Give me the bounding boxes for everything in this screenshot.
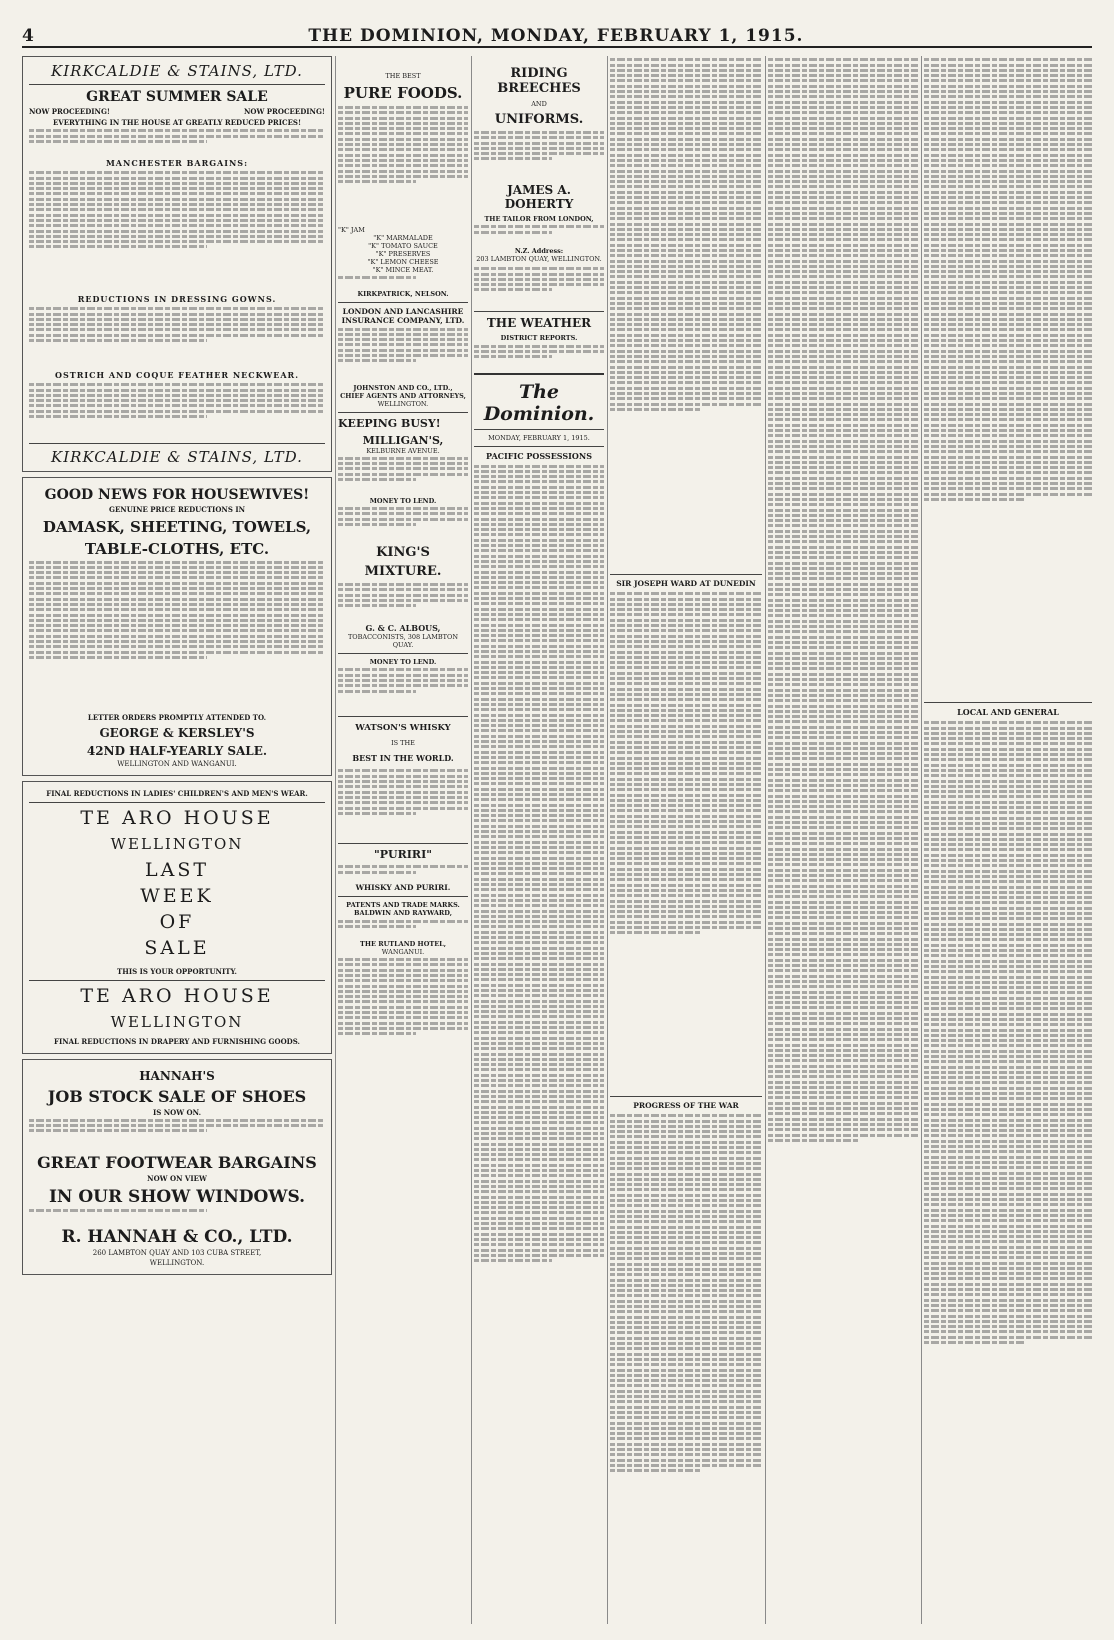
london-lancashire-1: LONDON AND LANCASHIRE [342,307,464,317]
nz-address-label: N.Z. Address: [514,247,564,256]
k-jam: "K" JAM [338,226,365,234]
footwear-bargains-heading: GREAT FOOTWEAR BARGAINS [37,1152,317,1172]
hannah-address: 260 LAMBTON QUAY AND 103 CUBA STREET, [92,1249,262,1258]
article-body-text [338,865,468,883]
damask-line-1: DAMASK, SHEETING, TOWELS, [42,518,312,537]
te-aro-house-name-2: TE ARO HOUSE [80,984,274,1007]
ad-body-text [29,1119,325,1149]
show-windows-heading: IN OUR SHOW WINDOWS. [48,1186,306,1207]
column-6 [924,56,1092,1624]
is-now-on: IS NOW ON. [152,1107,202,1117]
article-body-text [768,58,918,1618]
wellington-wanganui: WELLINGTON AND WANGANUI. [117,759,237,768]
article-body-text [338,328,468,384]
article-body-text [338,583,468,623]
district-reports: DISTRICT REPORTS. [500,334,578,343]
te-aro-city: WELLINGTON [110,834,244,853]
dressing-gowns-heading: REDUCTIONS IN DRESSING GOWNS. [77,294,277,305]
money-to-lend-1: MONEY TO LEND. [369,496,437,505]
article-body-text [474,345,604,369]
te-aro-house-ad [22,781,332,1054]
and-word: AND [531,100,547,108]
the-best-label: THE BEST [385,72,421,80]
kirkpatrick-nelson: KIRKPATRICK, NELSON. [357,290,449,299]
article-body-text [924,58,1092,698]
kings-heading: KING'S [376,545,430,561]
sale-word: SALE [144,936,210,959]
k-tomato-sauce: "K" TOMATO SAUCE [368,242,438,250]
article-body-text [610,1114,762,1624]
job-stock-heading: JOB STOCK SALE OF SHOES [47,1086,307,1106]
pure-foods-heading: PURE FOODS. [343,84,463,102]
dominion-nameplate: The Dominion. [483,380,595,425]
article-body-text [338,106,468,226]
albous-name: G. & C. ALBOUS, [365,623,441,634]
of-word: OF [159,910,195,933]
everything-reduced: EVERYTHING IN THE HOUSE AT GREATLY REDUCED PRICES! [52,118,302,127]
ad-body-text [29,171,325,291]
article-body-text [474,267,604,307]
george-kersley-name: GEORGE & KERSLEY'S [99,725,255,740]
tailor-from-london: THE TAILOR FROM LONDON, [484,215,594,223]
k-preserves: "K" PRESERVES [375,250,431,258]
sir-joseph-ward-heading: SIR JOSEPH WARD AT DUNEDIN [616,579,756,589]
article-body-text [338,507,468,541]
mixture-heading: MIXTURE. [364,564,442,580]
column-4 [610,56,762,1624]
article-body-text [610,592,762,1092]
article-body-text [474,225,604,247]
article-body-text [338,958,468,1078]
housewives-heading: GOOD NEWS FOR HOUSEWIVES! [44,487,310,504]
final-reductions-ladies: FINAL REDUCTIONS IN LADIES' CHILDREN'S AND MEN'S WEAR. [46,788,308,798]
puriri-heading: "PURIRI" [374,848,432,862]
ad-body-text [29,561,325,711]
riding-breeches-heading: RIDING BREECHES [497,66,581,96]
final-reductions-drapery: FINAL REDUCTIONS IN DRAPERY AND FURNISHING GOODS. [53,1036,300,1046]
hannah-ad [22,1059,332,1276]
last-word: LAST [144,858,210,881]
k-mince-meat: "K" MINCE MEAT. [372,266,434,274]
article-body-text [610,58,762,570]
kirkcaldie-ad [22,56,332,472]
column-2 [338,56,468,1624]
chief-agents: CHIEF AGENTS AND ATTORNEYS, [340,391,466,400]
ostrich-heading: OSTRICH AND COQUE FEATHER NECKWEAR. [55,370,299,381]
weather-heading: THE WEATHER [486,316,592,331]
london-lancashire-2: INSURANCE COMPANY, LTD. [341,316,465,326]
page-number: 4 [22,26,34,46]
ad-body-text [29,1209,325,1223]
article-body-text [338,769,468,839]
article-body-text [338,920,468,940]
article-body-text [338,668,468,712]
hannah-city: WELLINGTON. [149,1259,205,1268]
patents-heading: PATENTS AND TRADE MARKS. [346,901,460,910]
letter-orders: LETTER ORDERS PROMPTLY ATTENDED TO. [87,712,267,722]
johnston-co: JOHNSTON AND CO., LTD., [353,383,453,392]
now-on-view: NOW ON VIEW [147,1173,207,1183]
k-lemon-cheese: "K" LEMON CHEESE [367,258,439,266]
manchester-heading: MANCHESTER BARGAINS: [105,158,249,169]
money-to-lend-2: MONEY TO LEND. [369,658,437,667]
milligans-name: MILLIGAN'S, [362,433,444,447]
week-word: WEEK [140,884,214,907]
k-marmalade: "K" MARMALADE [373,234,433,242]
kirkcaldie-heading-top: KIRKCALDIE & STAINS, LTD. [51,62,303,80]
now-proceeding-right: NOW PROCEEDING! [243,107,325,116]
baldwin-rayward: BALDWIN AND RAYWARD, [354,909,452,918]
george-kersley-ad [22,477,332,775]
article-body-text [924,721,1092,1621]
genuine-reductions: GENUINE PRICE REDUCTIONS IN [108,505,245,515]
half-yearly-sale: 42ND HALF-YEARLY SALE. [86,743,268,758]
column-3 [474,56,604,1624]
whisky-puriri: WHISKY AND PURIRI. [355,883,451,893]
keeping-busy-heading: KEEPING BUSY! [338,416,441,430]
johnston-city: WELLINGTON. [377,399,429,408]
ad-body-text [29,307,325,367]
masthead [22,22,1092,48]
local-general-heading: LOCAL AND GENERAL [957,707,1059,718]
hannah-company-name: R. HANNAH & CO., LTD. [61,1227,293,1248]
progress-of-war-heading: PROGRESS OF THE WAR [633,1101,739,1111]
watsons-whisky: WATSON'S WHISKY [355,723,451,734]
kelburne-avenue: KELBURNE AVENUE. [366,446,440,455]
hannahs-name: HANNAH'S [139,1068,215,1083]
ad-body-text [29,383,325,439]
best-in-world: BEST IN THE WORLD. [352,753,454,764]
uniforms-heading: UNIFORMS. [494,112,584,127]
summer-sale-heading: GREAT SUMMER SALE [86,89,268,105]
article-body-text [474,465,604,1615]
pacific-possessions-heading: PACIFIC POSSESSIONS [486,450,592,461]
rutland-hotel: THE RUTLAND HOTEL, [360,939,446,948]
now-proceeding-left: NOW PROCEEDING! [29,107,111,116]
te-aro-house-name: TE ARO HOUSE [80,806,274,829]
column-1 [22,56,332,1624]
article-body-text [338,457,468,497]
ad-body-text [29,129,325,155]
article-body-text [338,276,468,290]
editorial-date: MONDAY, FEBRUARY 1, 1915. [488,433,590,442]
albous-address: TOBACCONISTS, 308 LAMBTON QUAY. [347,633,459,650]
lambton-quay-address: 203 LAMBTON QUAY, WELLINGTON. [476,255,602,264]
doherty-name: JAMES A. DOHERTY [504,183,574,211]
column-5 [768,56,918,1624]
article-body-text [474,131,604,179]
te-aro-city-2: WELLINGTON [110,1012,244,1031]
damask-line-2: TABLE-CLOTHS, ETC. [84,540,270,559]
wanganui-city: WANGANUI. [381,947,425,956]
newspaper-title: THE DOMINION, MONDAY, FEBRUARY 1, 1915. [308,26,804,46]
kirkcaldie-heading-bottom: KIRKCALDIE & STAINS, LTD. [51,448,303,467]
opportunity-line: THIS IS YOUR OPPORTUNITY. [117,966,237,976]
is-the: IS THE [391,739,415,748]
